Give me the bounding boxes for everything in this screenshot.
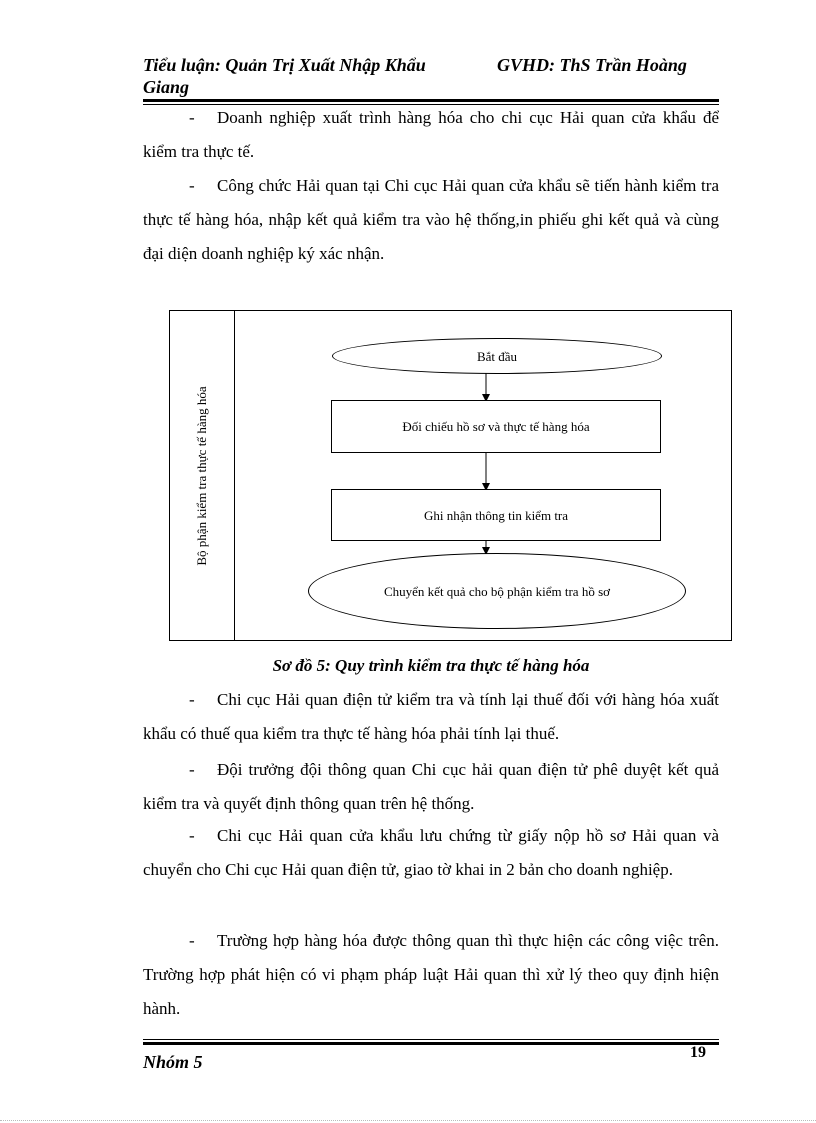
paragraph-3 <box>143 683 719 751</box>
footer-group: Nhóm 5 <box>143 1052 203 1072</box>
bullet-dash: - <box>189 690 195 709</box>
transfer-result-node: Chuyển kết quả cho bộ phận kiểm tra hồ sơ <box>308 553 686 629</box>
page-edge <box>0 1120 816 1121</box>
bullet-dash: - <box>189 176 195 195</box>
paragraph-text: Đội trưởng đội thông quan Chi cục hải quan điện tử phê duyệt kết quả kiểm tra và quyết định thông quan trên hệ thống. <box>143 760 719 813</box>
compare-records-node: Đối chiếu hồ sơ và thực tế hàng hóa <box>331 400 661 453</box>
start-node: Bắt đầu <box>332 338 662 374</box>
swimlane-label: Bộ phận kiểm tra thực tế hàng hóa <box>194 386 209 566</box>
footer-rule <box>143 1042 719 1045</box>
header-left-title: Tiểu luận: Quản Trị Xuất Nhập Khẩu <box>143 55 426 75</box>
paragraph-5 <box>143 819 719 887</box>
header-right-title: GVHD: ThS Trần Hoàng <box>497 55 687 75</box>
bullet-dash: - <box>189 108 195 127</box>
header-right-title-continued: Giang <box>143 77 190 97</box>
paragraph-text: Doanh nghiệp xuất trình hàng hóa cho chi cục Hải quan cửa khẩu để kiểm tra thực tế. <box>143 108 719 161</box>
bullet-dash: - <box>189 760 195 779</box>
diagram-caption: Sơ đồ 5: Quy trình kiểm tra thực tế hàng hóa <box>272 656 590 675</box>
flowchart <box>169 310 732 641</box>
footer-rule-thin <box>143 1039 719 1040</box>
page-number: 19 <box>690 1044 706 1061</box>
record-info-node: Ghi nhận thông tin kiểm tra <box>331 489 661 541</box>
bullet-dash: - <box>189 931 195 950</box>
paragraph-6 <box>143 924 719 1026</box>
paragraph-1 <box>143 101 719 169</box>
paragraph-text: Chi cục Hải quan cửa khẩu lưu chứng từ giấy nộp hồ sơ Hải quan và chuyển cho Chi cục Hải quan điện tử, giao tờ khai in 2 bản cho doanh nghiệp. <box>143 826 719 879</box>
bullet-dash: - <box>189 826 195 845</box>
paragraph-text: Trường hợp hàng hóa được thông quan thì thực hiện các công việc trên. Trường hợp phát hiện có vi phạm pháp luật Hải quan thì xử lý theo quy định hiện hành. <box>143 931 719 1018</box>
paragraph-4 <box>143 753 719 821</box>
paragraph-text: Chi cục Hải quan điện tử kiểm tra và tính lại thuế đối với hàng hóa xuất khẩu có thuế qua kiểm tra thực tế hàng hóa phải tính lại thuế. <box>143 690 719 743</box>
paragraph-2 <box>143 169 719 271</box>
paragraph-text: Công chức Hải quan tại Chi cục Hải quan cửa khẩu sẽ tiến hành kiểm tra thực tế hàng hóa, nhập kết quả kiểm tra vào hệ thống,in phiếu ghi kết quả và cùng đại diện doanh nghiệp ký xác nhận. <box>143 176 719 263</box>
